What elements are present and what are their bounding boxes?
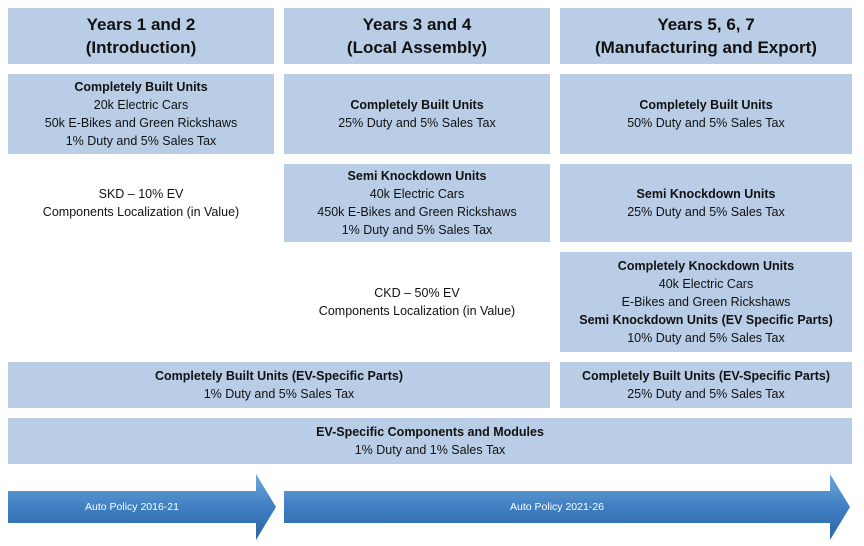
header-years-1-2 [8,8,274,64]
box-line: 25% Duty and 5% Sales Tax [627,387,785,401]
header-title: Years 3 and 4 [362,15,472,34]
box-line: E-Bikes and Green Rickshaws [621,295,791,309]
skd-box-years-3-4 [284,164,550,242]
note-line: Components Localization (in Value) [318,304,516,318]
note-line: Components Localization (in Value) [42,205,240,219]
box-title: Completely Built Units (EV-Specific Parts) [582,369,830,383]
note-line: SKD – 10% EV [98,187,184,201]
box-line: 50k E-Bikes and Green Rickshaws [44,116,238,130]
box-title: Completely Built Units [350,98,484,112]
header-subtitle: (Introduction) [85,38,197,57]
header-years-5-6-7 [560,8,852,64]
box-line: 450k E-Bikes and Green Rickshaws [317,205,517,219]
box-line: 1% Duty and 5% Sales Tax [65,134,217,148]
box-line: 10% Duty and 5% Sales Tax [627,331,785,345]
box-title: Semi Knockdown Units [347,169,487,183]
box-line: 25% Duty and 5% Sales Tax [338,116,496,130]
box-line: 40k Electric Cars [369,187,465,201]
box-line: 40k Electric Cars [658,277,754,291]
header-years-3-4 [284,8,550,64]
cbu-box-years-1-2 [8,74,274,154]
box-title: EV-Specific Components and Modules [316,425,544,439]
ckd-localization-note [284,252,550,352]
box-title: Semi Knockdown Units (EV Specific Parts) [579,313,833,327]
header-title: Years 5, 6, 7 [657,15,755,34]
box-line: 1% Duty and 5% Sales Tax [341,223,493,237]
policy-label-2016-21: Auto Policy 2016-21 [85,501,179,513]
ckd-box-years-5-6-7 [560,252,852,352]
box-title: Completely Built Units [74,80,208,94]
cbu-box-years-3-4 [284,74,550,154]
skd-box-years-5-6-7 [560,164,852,242]
box-line: 1% Duty and 5% Sales Tax [203,387,355,401]
box-line: 20k Electric Cars [93,98,189,112]
ev-components-box [8,418,852,464]
header-subtitle: (Manufacturing and Export) [595,38,817,57]
box-title: Completely Built Units (EV-Specific Parts) [155,369,403,383]
note-line: CKD – 50% EV [374,286,460,300]
box-title: Completely Built Units [639,98,773,112]
box-title: Semi Knockdown Units [636,187,776,201]
box-line: 25% Duty and 5% Sales Tax [627,205,785,219]
cbu-box-years-5-6-7 [560,74,852,154]
box-title: Completely Knockdown Units [617,259,795,273]
box-line: 50% Duty and 5% Sales Tax [627,116,785,130]
cbu-ev-parts-box-years-5-6-7 [560,362,852,408]
policy-label-2021-26: Auto Policy 2021-26 [510,501,604,513]
header-subtitle: (Local Assembly) [346,38,488,57]
box-line: 1% Duty and 1% Sales Tax [354,443,506,457]
cbu-ev-parts-box-years-1-4 [8,362,550,408]
header-title: Years 1 and 2 [86,15,196,34]
skd-localization-note [8,164,274,242]
